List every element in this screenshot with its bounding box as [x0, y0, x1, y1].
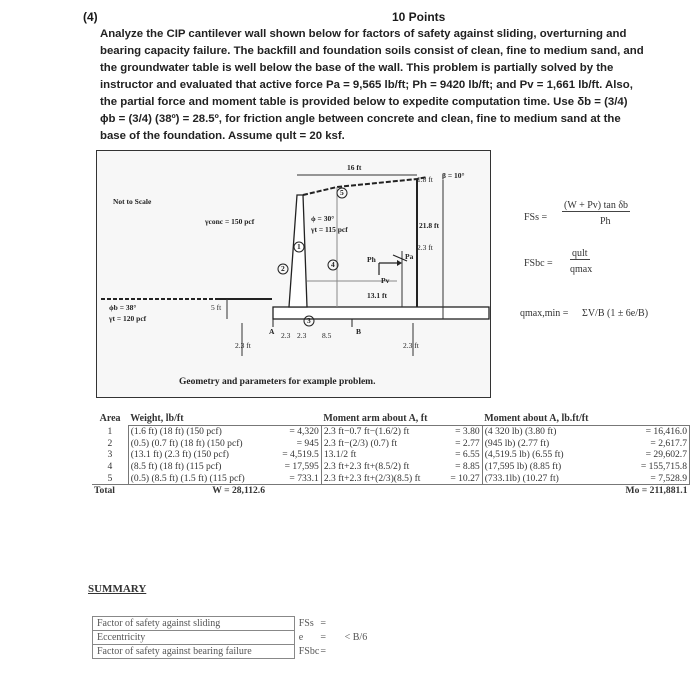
problem-statement — [100, 26, 648, 145]
area-3-label: 3 — [307, 316, 311, 325]
weight-expr-cell: (0.5) (0.7 ft) (18 ft) (150 pcf) — [130, 437, 243, 449]
summary-row — [93, 631, 442, 645]
fs-bearing-numerator: qult — [572, 248, 588, 259]
fs-sliding-numerator: (W + Pv) tan δb — [564, 200, 629, 211]
area-cell: 4 — [92, 461, 128, 473]
point-b-label: B — [356, 327, 362, 336]
summary-row — [93, 617, 442, 631]
gamma-backfill-label: γt = 115 pcf — [311, 225, 348, 234]
summary-symbol: FSs — [298, 618, 314, 629]
summary-label: Factor of safety against bearing failure — [93, 645, 295, 659]
summary-equals: = — [320, 632, 327, 643]
moment-value-cell: = 2,617.7 — [613, 438, 690, 450]
arm-value-cell: = 6.55 — [436, 449, 482, 461]
wall-height-label: 21.8 ft — [419, 221, 439, 230]
moment-expr-cell: (4 320 lb) (3.80 ft) — [482, 426, 613, 438]
stem-top-dim-label: 1.8 ft — [417, 175, 433, 184]
moment-value-cell: = 155,715.8 — [613, 461, 690, 473]
area-2-label: 2 — [281, 264, 285, 273]
moment-expr-cell: (17,595 lb) (8.85 ft) — [484, 461, 562, 473]
table-row — [92, 449, 690, 461]
statement-line: base of the foundation. Assume qult = 20 ksf. — [100, 130, 345, 142]
pa-label: Pa — [405, 252, 414, 261]
area-5-label: 5 — [340, 188, 344, 197]
statement-line: the groundwater table is well below the base of the wall. This problem is partially solved by the — [100, 62, 614, 74]
stem-bot-dim-label: 2.3 ft — [417, 243, 433, 252]
wall-stem — [289, 195, 307, 307]
moment-expr-cell: (4,519.5 lb) (6.55 ft) — [484, 449, 564, 461]
weight-value-cell: = 733.1 — [267, 472, 321, 484]
weight-value-cell: = 945 — [267, 438, 321, 450]
header-arm: Moment arm about A, ft — [323, 413, 428, 424]
summary-value — [341, 645, 442, 659]
fs-bearing-lhs: FSbc = — [524, 258, 553, 269]
summary-row — [93, 645, 442, 659]
weight-value-cell: = 17,595 — [267, 461, 321, 473]
arm-expr-cell: 2.3 ft+2.3 ft+(8.5/2) ft — [323, 461, 410, 473]
summary-symbol: FSbc — [298, 646, 320, 657]
height-13-label: 13.1 ft — [367, 291, 387, 300]
moment-value-cell: = 7,528.9 — [613, 472, 690, 484]
q-max-min-lhs: qmax,min = — [520, 308, 569, 319]
summary-symbol: e — [298, 632, 304, 643]
table-row — [92, 472, 690, 484]
arm-expr-cell: 2.3 ft−(2/3) (0.7) ft — [323, 437, 398, 449]
pv-label: Pv — [381, 276, 390, 285]
ph-arrowhead — [397, 260, 402, 266]
fs-sliding-denominator: Ph — [600, 216, 611, 227]
total-moment: Mo = 211,881.1 — [482, 484, 689, 496]
total-weight: W = 28,112.6 — [128, 484, 267, 496]
weight-expr-cell: (0.5) (8.5 ft) (1.5 ft) (115 pcf) — [128, 472, 267, 484]
weight-expr-cell: (8.5 ft) (18 ft) (115 pcf) — [130, 461, 222, 473]
table-row — [92, 438, 690, 450]
summary-value — [341, 617, 442, 631]
header-weight: Weight, lb/ft — [130, 413, 184, 424]
table-header-row — [92, 412, 690, 426]
arm-expr-cell: 2.3 ft+2.3 ft+(2/3)(8.5) ft — [321, 472, 436, 484]
statement-line: Analyze the CIP cantilever wall shown below for factors of safety against sliding, overturning and — [100, 28, 627, 40]
wall-figure — [96, 150, 491, 398]
points-label: 10 Points — [392, 10, 446, 24]
header-moment: Moment about A, lb.ft/ft — [484, 413, 589, 424]
force-moment-table — [92, 412, 690, 497]
statement-line: ϕb = (3/4) (38º) = 28.5º, for friction angle between concrete and clean, fine to medium sand at the — [100, 113, 621, 125]
formula-panel — [500, 190, 690, 340]
backfill-surface — [303, 177, 427, 195]
area-4-label: 4 — [331, 260, 335, 269]
summary-equals: = — [320, 618, 327, 629]
table-row — [92, 461, 690, 473]
gamma-found-label: γt = 120 pcf — [109, 314, 147, 323]
arm-expr-cell: 2.3 ft−0.7 ft−(1.6/2) ft — [321, 426, 436, 438]
heel-dim-label: 2.3 ft — [403, 341, 419, 350]
figure-caption: Geometry and parameters for example problem. — [179, 377, 376, 387]
q-max-min-rhs: ΣV/B (1 ± 6e/B) — [582, 308, 649, 319]
wall-diagram — [97, 151, 490, 397]
base-dim-label: 2.3 ft — [235, 341, 251, 350]
summary-table — [92, 616, 442, 659]
area-cell: 3 — [92, 449, 128, 461]
phi-found-label: ϕb = 38° — [109, 303, 137, 312]
area-cell: 2 — [92, 438, 128, 450]
weight-value-cell: = 4,519.5 — [267, 449, 321, 461]
moment-expr-cell: (945 lb) (2.77 ft) — [484, 437, 550, 449]
gamma-conc-label: γconc = 150 pcf — [205, 217, 255, 226]
summary-label: Factor of safety against sliding — [93, 617, 295, 631]
weight-expr-cell: (13.1 ft) (2.3 ft) (150 pcf) — [130, 449, 230, 461]
heel-length-label: 8.5 — [322, 331, 332, 340]
arm-value-cell: = 2.77 — [436, 438, 482, 450]
not-to-scale-label: Not to Scale — [113, 197, 152, 206]
statement-line: the partial force and moment table is provided below to expedite computation time. Use δb = (3/4) — [100, 96, 628, 108]
top-width-label: 16 ft — [347, 163, 362, 172]
point-a-label: A — [269, 327, 275, 336]
arm-value-cell: = 8.85 — [436, 461, 482, 473]
moment-expr-cell: (733.1lb) (10.27 ft) — [482, 472, 613, 484]
moment-value-cell: = 29,602.7 — [613, 449, 690, 461]
statement-line: instructor and evaluated that active force Pa = 9,565 lb/ft; Ph = 9420 lb/ft; and Pv = 1,661 lb/ft. Also, — [100, 79, 633, 91]
fs-bearing-denominator: qmax — [570, 264, 593, 275]
depth-dim-label: 5 ft — [211, 303, 222, 312]
summary-value: < B/6 — [344, 632, 368, 643]
arm-value-cell: = 10.27 — [436, 472, 482, 484]
summary-title: SUMMARY — [88, 583, 147, 595]
weight-value-cell: = 4,320 — [267, 426, 321, 438]
area-cell: 1 — [92, 426, 128, 438]
toe-dim-label: 2.3 — [297, 331, 307, 340]
area-1-label: 1 — [297, 242, 301, 251]
toe-dim-label: 2.3 — [281, 331, 291, 340]
summary-equals: = — [320, 646, 327, 657]
arm-expr-cell: 13.1/2 ft — [323, 449, 357, 461]
header-area: Area — [99, 413, 121, 425]
area-cell: 5 — [92, 472, 128, 484]
statement-line: bearing capacity failure. The backfill and foundation soils consist of clean, fine to medium sand, and — [100, 45, 644, 57]
ph-label: Ph — [367, 255, 376, 264]
arm-value-cell: = 3.80 — [436, 426, 482, 438]
fs-sliding-lhs: FSs = — [524, 212, 548, 223]
summary-label: Eccentricity — [93, 631, 295, 645]
phi-backfill-label: ϕ = 30° — [311, 214, 335, 223]
moment-value-cell: = 16,416.0 — [613, 426, 690, 438]
total-label: Total — [92, 484, 128, 496]
table-row — [92, 426, 690, 438]
table-total-row — [92, 484, 690, 496]
weight-expr-cell: (1.6 ft) (18 ft) (150 pcf) — [128, 426, 267, 438]
slope-angle-label: β = 10° — [442, 171, 465, 180]
question-number: (4) — [83, 10, 98, 24]
